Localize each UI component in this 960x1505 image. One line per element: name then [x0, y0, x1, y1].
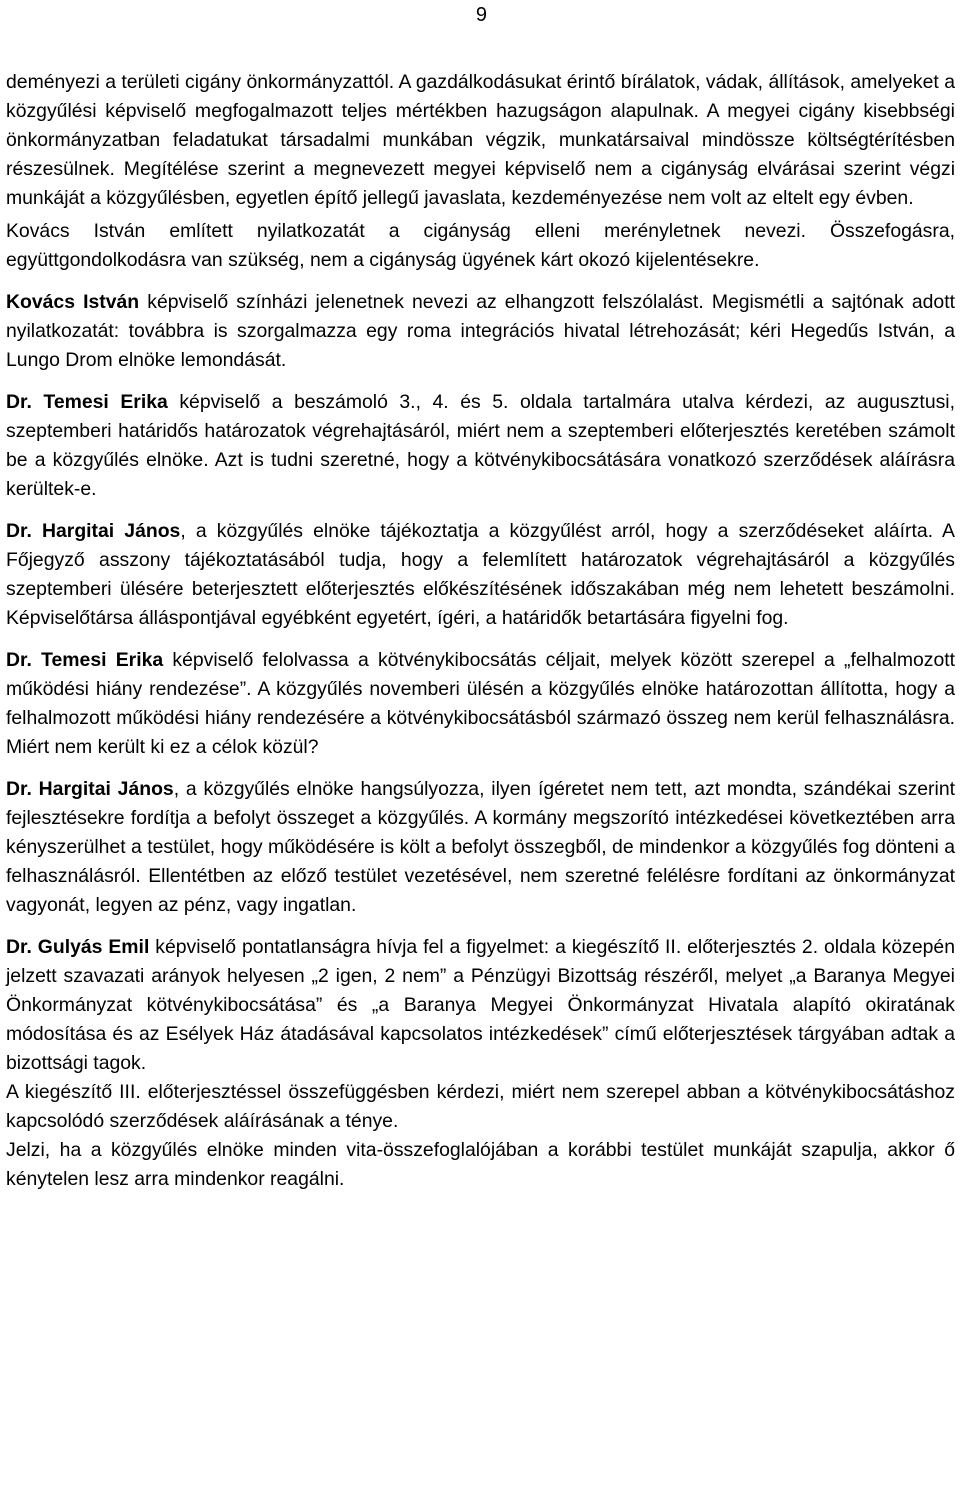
paragraph-5: [6, 517, 955, 633]
paragraph-text: , a közgyűlés elnöke hangsúlyozza, ilyen ígéretet nem tett, azt mondta, szándékai szerint fejlesztésekre fordítja a befolyt összeget a közgyűlés. A kormány megszorító intézkedései következtében arra kényszerülhet a testület, hogy működésére is költ a befolyt összegből, de mindenkor a közgyűlés fog dönteni a felhasználásról. Ellentétben az előző testület vezetésével, nem szeretné felélésre fordítani az önkormányzat vagyonát, legyen az pénz, vagy ingatlan.: [6, 778, 955, 916]
paragraph-text: képviselő a beszámoló 3., 4. és 5. oldala tartalmára utalva kérdezi, az augusztusi, szeptemberi határidős határozatok végrehajtásáról, miért nem a szeptemberi előterjesztés keretében számolt be a közgyűlés elnöke. Azt is tudni szeretné, hogy a kötvénykibocsátására vonatkozó szerződések aláírásra kerültek-e.: [6, 391, 955, 500]
document-body: [6, 68, 955, 1194]
speaker-name: Dr. Hargitai János: [6, 520, 181, 542]
paragraph-text: Kovács István említett nyilatkozatát a cigányság elleni merényletnek nevezi. Összefogásra, együttgondolkodásra van szükség, nem a cigányság ügyének kárt okozó kijelentésekre.: [6, 220, 955, 271]
paragraph-2: [6, 217, 955, 275]
paragraph-4: [6, 388, 955, 504]
paragraph-6: [6, 646, 955, 762]
paragraph-text: deményezi a területi cigány önkormányzattól. A gazdálkodásukat érintő bírálatok, vádak, állítások, amelyeket a közgyűlési képviselő megfogalmazott teljes mértékben hazugságon alapulnak. A megyei cigány kisebbségi önkormányzatban feladatukat társadalmi munkában végzik, munkatársaival mindössze költségtérítésben részesülnek. Megítélése szerint a megnevezett megyei képviselő nem a cigányság elvárásai szerint végzi munkáját a közgyűlésben, egyetlen építő jellegű javaslata, kezdeményezése nem volt az eltelt egy évben.: [6, 71, 955, 209]
paragraph-7: [6, 775, 955, 920]
paragraph-8: [6, 933, 955, 1078]
speaker-name: Dr. Temesi Erika: [6, 649, 164, 671]
paragraph-text: , a közgyűlés elnöke tájékoztatja a közgyűlést arról, hogy a szerződéseket aláírta. A Főjegyző asszony tájékoztatásából tudja, hogy a felemlített határozatok végrehajtásáról a közgyűlés szeptemberi ülésére beterjesztett előterjesztés előkészítésének időszakában még nem lehetett beszámolni. Képviselőtársa álláspontjával egyébként egyetért, ígéri, a határidők betartására figyelni fog.: [6, 520, 955, 629]
speaker-name: Dr. Gulyás Emil: [6, 936, 150, 958]
speaker-name: Kovács István: [6, 291, 140, 313]
paragraph-10: [6, 1136, 955, 1194]
speaker-name: Dr. Temesi Erika: [6, 391, 168, 413]
paragraph-text: képviselő pontatlanságra hívja fel a figyelmet: a kiegészítő II. előterjesztés 2. oldala közepén jelzett szavazati arányok helyesen „2 igen, 2 nem” a Pénzügyi Bizottság részéről, melyet „a Baranya Megyei Önkormányzat kötvénykibocsátása” és „a Baranya Megyei Önkormányzat Hivatala alapító okiratának módosítása és az Esélyek Ház átadásával kapcsolatos intézkedések” című előterjesztések tárgyában adtak a bizottsági tagok.: [6, 936, 955, 1074]
paragraph-3: [6, 288, 955, 375]
speaker-name: Dr. Hargitai János: [6, 778, 174, 800]
paragraph-text: A kiegészítő III. előterjesztéssel összefüggésben kérdezi, miért nem szerepel abban a kötvénykibocsátáshoz kapcsolódó szerződések aláírásának a ténye.: [6, 1081, 955, 1132]
page-number: 9: [475, 4, 487, 26]
paragraph-9: [6, 1078, 955, 1136]
paragraph-1: [6, 68, 955, 213]
paragraph-text: Jelzi, ha a közgyűlés elnöke minden vita-összefoglalójában a korábbi testület munkáját szapulja, akkor ő kénytelen lesz arra mindenkor reagálni.: [6, 1139, 955, 1190]
paragraph-text: képviselő színházi jelenetnek nevezi az elhangzott felszólalást. Megismétli a sajtónak adott nyilatkozatát: továbbra is szorgalmazza egy roma integrációs hivatal létrehozását; kéri Hegedűs István, a Lungo Drom elnöke lemondását.: [6, 291, 955, 371]
paragraph-text: képviselő felolvassa a kötvénykibocsátás céljait, melyek között szerepel a „felhalmozott működési hiány rendezése”. A közgyűlés novemberi ülésén a közgyűlés elnöke határozottan állította, hogy a felhalmozott működési hiány rendezésére a kötvénykibocsátásból származó összeg nem kerül felhasználásra. Miért nem került ki ez a célok közül?: [6, 649, 956, 758]
